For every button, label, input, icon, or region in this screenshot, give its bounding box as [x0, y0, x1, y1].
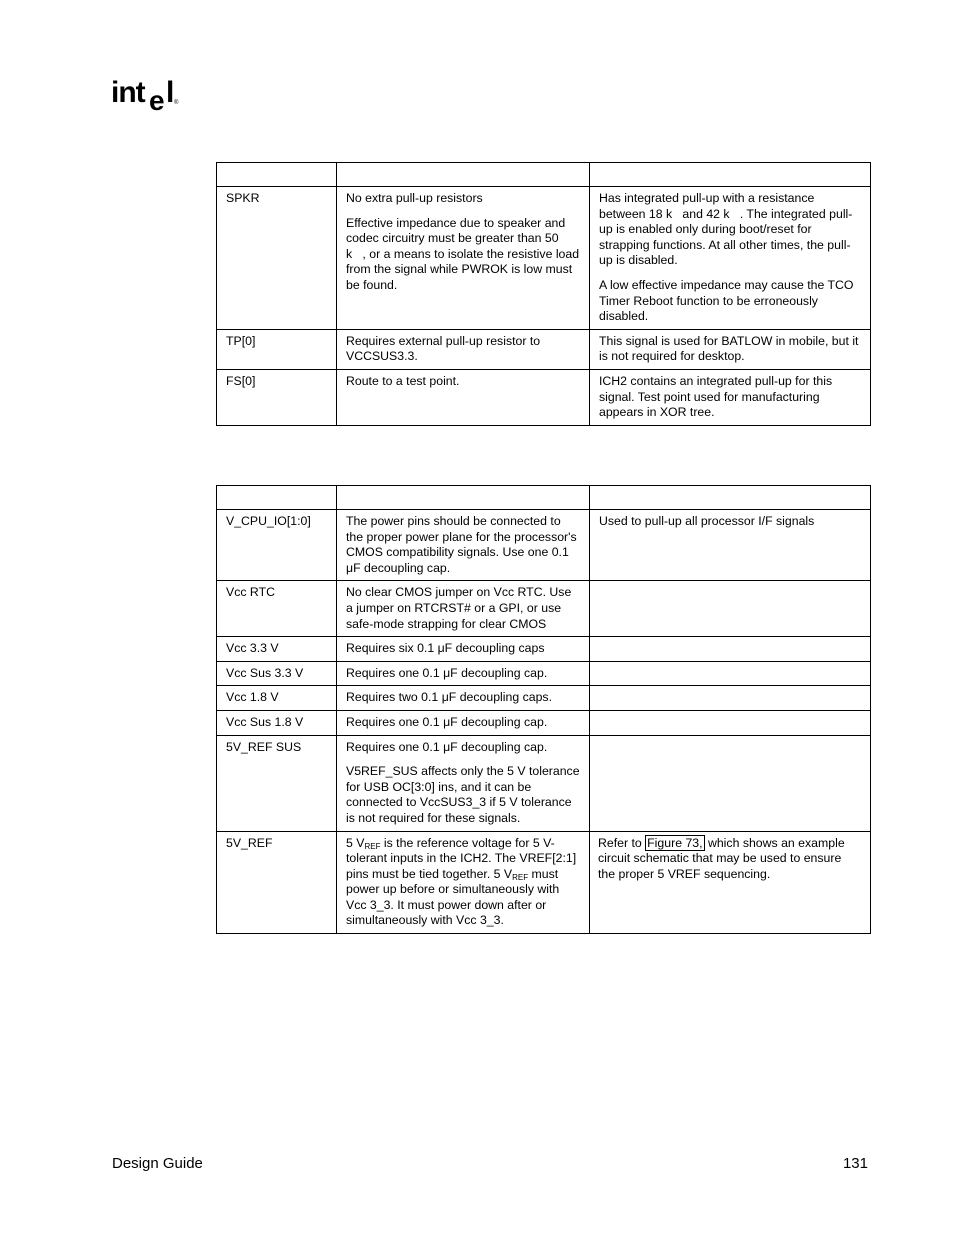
footer-doc-title: Design Guide [112, 1155, 203, 1172]
svg-text:®: ® [174, 100, 179, 106]
reason-cell [590, 735, 871, 831]
reason-paragraph: A low effective impedance may cause the TCO Timer Reboot function to be erroneously disabled. [599, 277, 854, 324]
reason-cell [590, 831, 871, 934]
signal-cell: Vcc 1.8 V [217, 686, 337, 711]
reason-text: which shows an example circuit schematic that may be used to ensure the proper 5 VREF sequencing. [598, 835, 845, 881]
signal-cell: SPKR [217, 187, 337, 330]
recommendation-paragraph: Requires one 0.1 μF decoupling cap. [346, 665, 548, 680]
recommendation-paragraph: Requires one 0.1 μF decoupling cap. [346, 714, 548, 729]
reason-text: Refer to [598, 835, 646, 850]
recommendation-paragraph: Effective impedance due to speaker and codec circuitry must be greater than 50 k , or a means to isolate the resistive load from the signal while PWROK is low must be found. [346, 215, 580, 292]
recommendation-cell [337, 661, 590, 686]
recommendation-cell [337, 187, 590, 330]
reason-paragraph: Has integrated pull-up with a resistance between 18 k and 42 k . The integrated pull-up is enabled only during boot/reset for strapping functions. At all other times, the pull-up is disabled. [599, 191, 853, 268]
recommendation-cell [337, 637, 590, 662]
reason-cell [590, 710, 871, 735]
table-row [217, 369, 871, 425]
recommendation-paragraph: Requires one 0.1 μF decoupling cap. [346, 739, 548, 754]
header-cell [217, 163, 337, 187]
reason-cell [590, 637, 871, 662]
header-cell [590, 163, 871, 187]
recommendation-cell [337, 369, 590, 425]
reason-cell [590, 661, 871, 686]
signal-cell: 5V_REF [217, 831, 337, 934]
table-row [217, 187, 871, 330]
subscript-ref: REF [512, 872, 529, 882]
recommendation-paragraph: No clear CMOS jumper on Vcc RTC. Use a jumper on RTCRST# or a GPI, or use safe-mode strapping for clear CMOS [346, 585, 572, 631]
page-number: 131 [842, 1155, 868, 1172]
recommendation-cell [337, 329, 590, 369]
reason-cell [590, 329, 871, 369]
table-row [217, 510, 871, 581]
reason-cell [590, 369, 871, 425]
reason-paragraph: Used to pull-up all processor I/F signals [599, 514, 815, 528]
header-cell [217, 486, 337, 510]
subscript-ref: REF [364, 841, 381, 851]
recommendation-cell [337, 686, 590, 711]
recommendation-paragraph: Requires six 0.1 μF decoupling caps [346, 641, 545, 656]
recommendation-cell [337, 735, 590, 831]
svg-text:l: l [166, 76, 175, 109]
reason-paragraph: ICH2 contains an integrated pull-up for this signal. Test point used for manufacturing appears in XOR tree. [599, 373, 833, 420]
reason-paragraph: This signal is used for BATLOW in mobile, but it is not required for desktop. [599, 333, 859, 364]
reason-cell [590, 510, 871, 581]
recommendation-cell [337, 831, 590, 934]
recommendation-paragraph: Requires two 0.1 μF decoupling caps. [346, 690, 552, 705]
recommendation-paragraph: V5REF_SUS affects only the 5 V tolerance for USB OC[3:0] ins, and it can be connected to VccSUS3_3 if 5 V tolerance is not required for these signals. [346, 764, 580, 825]
svg-text:int: int [111, 76, 145, 109]
recommendation-paragraph: Requires external pull-up resistor to VCCSUS3.3. [346, 333, 541, 364]
table-row [217, 735, 871, 831]
power-pin-recommendations-table [216, 485, 871, 934]
recommendation-text: must power up before or simultaneously with Vcc 3_3. It must power down after or simultaneously with Vcc 3_3. [346, 866, 560, 928]
svg-text:e: e [149, 85, 164, 116]
signal-cell: Vcc 3.3 V [217, 637, 337, 662]
signal-cell: Vcc Sus 3.3 V [217, 661, 337, 686]
header-cell [337, 163, 590, 187]
recommendation-cell [337, 510, 590, 581]
header-cell [337, 486, 590, 510]
signal-cell: FS[0] [217, 369, 337, 425]
recommendation-paragraph: Route to a test point. [346, 373, 460, 388]
recommendation-text: 5 V [346, 835, 365, 850]
table-row [217, 831, 871, 934]
figure-73-link[interactable]: Figure 73, [647, 835, 703, 850]
reason-cell [590, 686, 871, 711]
signal-cell: Vcc Sus 1.8 V [217, 710, 337, 735]
recommendation-cell [337, 581, 590, 637]
table-row [217, 637, 871, 662]
recommendation-text: is the reference voltage for 5 V-tolerant inputs in the ICH2. The VREF[2:1] pins must be tied together. 5 V [346, 835, 577, 881]
reason-cell [590, 187, 871, 330]
table-row [217, 686, 871, 711]
recommendation-paragraph: No extra pull-up resistors [346, 191, 483, 205]
signal-cell: V_CPU_IO[1:0] [217, 510, 337, 581]
table-header-row [217, 163, 871, 187]
signal-cell: TP[0] [217, 329, 337, 369]
signal-cell: Vcc RTC [217, 581, 337, 637]
recommendation-paragraph: The power pins should be connected to the proper power plane for the processor's CMOS compatibility signals. Use one 0.1 μF decoupling cap. [346, 514, 577, 575]
reason-cell [590, 581, 871, 637]
table-row [217, 710, 871, 735]
recommendation-cell [337, 710, 590, 735]
signal-cell: 5V_REF SUS [217, 735, 337, 831]
signal-recommendations-table [216, 162, 871, 426]
table-header-row [217, 486, 871, 510]
table-row [217, 661, 871, 686]
table-row [217, 581, 871, 637]
table-row [217, 329, 871, 369]
header-cell [590, 486, 871, 510]
intel-logo [111, 72, 181, 116]
